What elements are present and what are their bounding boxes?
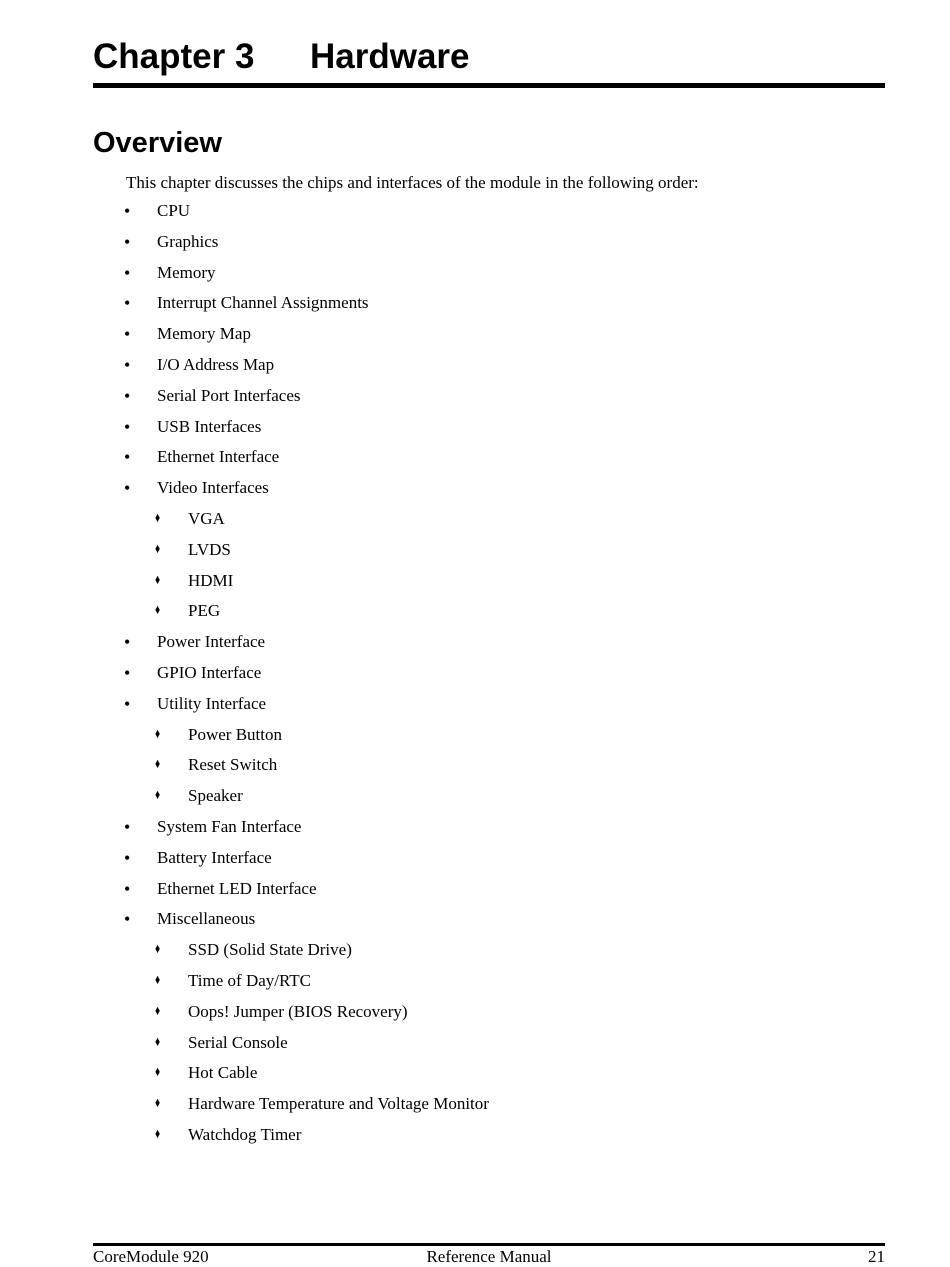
bullet-icon: •: [124, 231, 131, 252]
list-item-label: Ethernet LED Interface: [157, 878, 317, 898]
diamond-icon: ♦: [155, 972, 161, 988]
diamond-icon: ♦: [155, 572, 161, 588]
list-item-label: CPU: [157, 201, 191, 220]
list-item: [93, 750, 885, 781]
list-item: [93, 904, 885, 935]
list-item: [93, 473, 885, 504]
footer-page-number: 21: [868, 1247, 885, 1266]
list-item: [93, 504, 885, 535]
diamond-icon: ♦: [155, 757, 161, 773]
list-item: [93, 627, 885, 658]
bullet-icon: •: [124, 847, 131, 868]
list-item: [93, 1028, 885, 1059]
list-item-label: LVDS: [188, 539, 231, 559]
diamond-icon: ♦: [155, 510, 161, 526]
list-item-label: PEG: [188, 601, 221, 621]
page-footer: [93, 1243, 885, 1267]
list-item-label: Hardware Temperature and Voltage Monitor: [188, 1094, 489, 1114]
chapter-title: Hardware: [310, 37, 470, 76]
list-item: [93, 381, 885, 412]
chapter-heading: [93, 0, 885, 88]
toc-list: [93, 196, 885, 1151]
list-item-label: Time of Day/RTC: [188, 970, 312, 990]
bullet-icon: •: [124, 662, 131, 683]
bullet-icon: •: [124, 416, 131, 437]
list-item: [93, 319, 885, 350]
list-item: [93, 535, 885, 566]
list-item: [93, 1058, 885, 1089]
list-item: [93, 1120, 885, 1151]
list-item-label: GPIO Interface: [157, 662, 262, 682]
list-item-label: Graphics: [157, 231, 219, 251]
list-item-label: Ethernet Interface: [157, 447, 280, 467]
list-item-label: VGA: [188, 508, 225, 528]
diamond-icon: ♦: [155, 788, 161, 804]
list-item: [93, 566, 885, 597]
bullet-icon: •: [124, 693, 131, 714]
list-item: [93, 442, 885, 473]
list-item: [93, 812, 885, 843]
bullet-icon: •: [124, 478, 131, 499]
list-item-label: Oops! Jumper (BIOS Recovery): [188, 1001, 408, 1021]
list-item-label: Reset Switch: [188, 755, 278, 775]
list-item-label: Speaker: [188, 786, 243, 806]
diamond-icon: ♦: [155, 603, 161, 619]
diamond-icon: ♦: [155, 942, 161, 958]
bullet-icon: •: [124, 632, 131, 653]
list-item-label: Power Button: [188, 724, 282, 744]
list-item: [93, 935, 885, 966]
list-item: [93, 288, 885, 319]
list-item-label: Utility Interface: [157, 693, 267, 713]
bullet-icon: •: [124, 909, 131, 930]
list-item-label: Power Interface: [157, 632, 266, 652]
bullet-icon: •: [124, 878, 131, 899]
bullet-icon: •: [124, 354, 131, 375]
list-item: [93, 227, 885, 258]
list-item: [93, 196, 885, 227]
list-item-label: Interrupt Channel Assignments: [157, 293, 369, 313]
diamond-icon: ♦: [155, 1096, 161, 1112]
list-item: [93, 258, 885, 289]
list-item-label: USB Interfaces: [157, 416, 262, 436]
list-item: [93, 781, 885, 812]
footer-document-title: Reference Manual: [426, 1247, 552, 1266]
list-item-label: HDMI: [188, 570, 234, 590]
section-heading: Overview: [93, 127, 222, 159]
list-item-label: Watchdog Timer: [188, 1124, 302, 1144]
bullet-icon: •: [124, 262, 131, 283]
list-item: [93, 1089, 885, 1120]
list-item: [93, 720, 885, 751]
chapter-number: Chapter 3: [93, 37, 255, 76]
list-item-label: System Fan Interface: [157, 816, 302, 836]
bullet-icon: •: [124, 201, 131, 221]
list-item: [93, 874, 885, 905]
diamond-icon: ♦: [155, 726, 161, 742]
intro-paragraph: This chapter discusses the chips and interfaces of the module in the following order:: [126, 173, 699, 192]
list-item-label: Hot Cable: [188, 1063, 258, 1083]
diamond-icon: ♦: [155, 1065, 161, 1081]
list-item-label: I/O Address Map: [157, 354, 275, 374]
list-item-label: Miscellaneous: [157, 909, 256, 929]
diamond-icon: ♦: [155, 1126, 161, 1142]
bullet-icon: •: [124, 447, 131, 468]
diamond-icon: ♦: [155, 541, 161, 557]
bullet-icon: •: [124, 385, 131, 406]
list-item: [93, 350, 885, 381]
list-item: [93, 596, 885, 627]
footer-product-name: CoreModule 920: [93, 1247, 209, 1266]
list-item: [93, 997, 885, 1028]
list-item: [93, 689, 885, 720]
list-item: [93, 412, 885, 443]
list-item: [93, 966, 885, 997]
bullet-icon: •: [124, 293, 131, 314]
list-item-label: SSD (Solid State Drive): [188, 940, 352, 960]
diamond-icon: ♦: [155, 1034, 161, 1050]
list-item-label: Memory: [157, 262, 216, 282]
list-item-label: Battery Interface: [157, 847, 272, 867]
list-item: [93, 658, 885, 689]
list-item-label: Serial Port Interfaces: [157, 385, 301, 405]
list-item-label: Video Interfaces: [157, 478, 269, 498]
list-item-label: Memory Map: [157, 324, 251, 344]
diamond-icon: ♦: [155, 1003, 161, 1019]
bullet-icon: •: [124, 324, 131, 345]
bullet-icon: •: [124, 816, 131, 837]
list-item-label: Serial Console: [188, 1032, 288, 1052]
list-item: [93, 843, 885, 874]
